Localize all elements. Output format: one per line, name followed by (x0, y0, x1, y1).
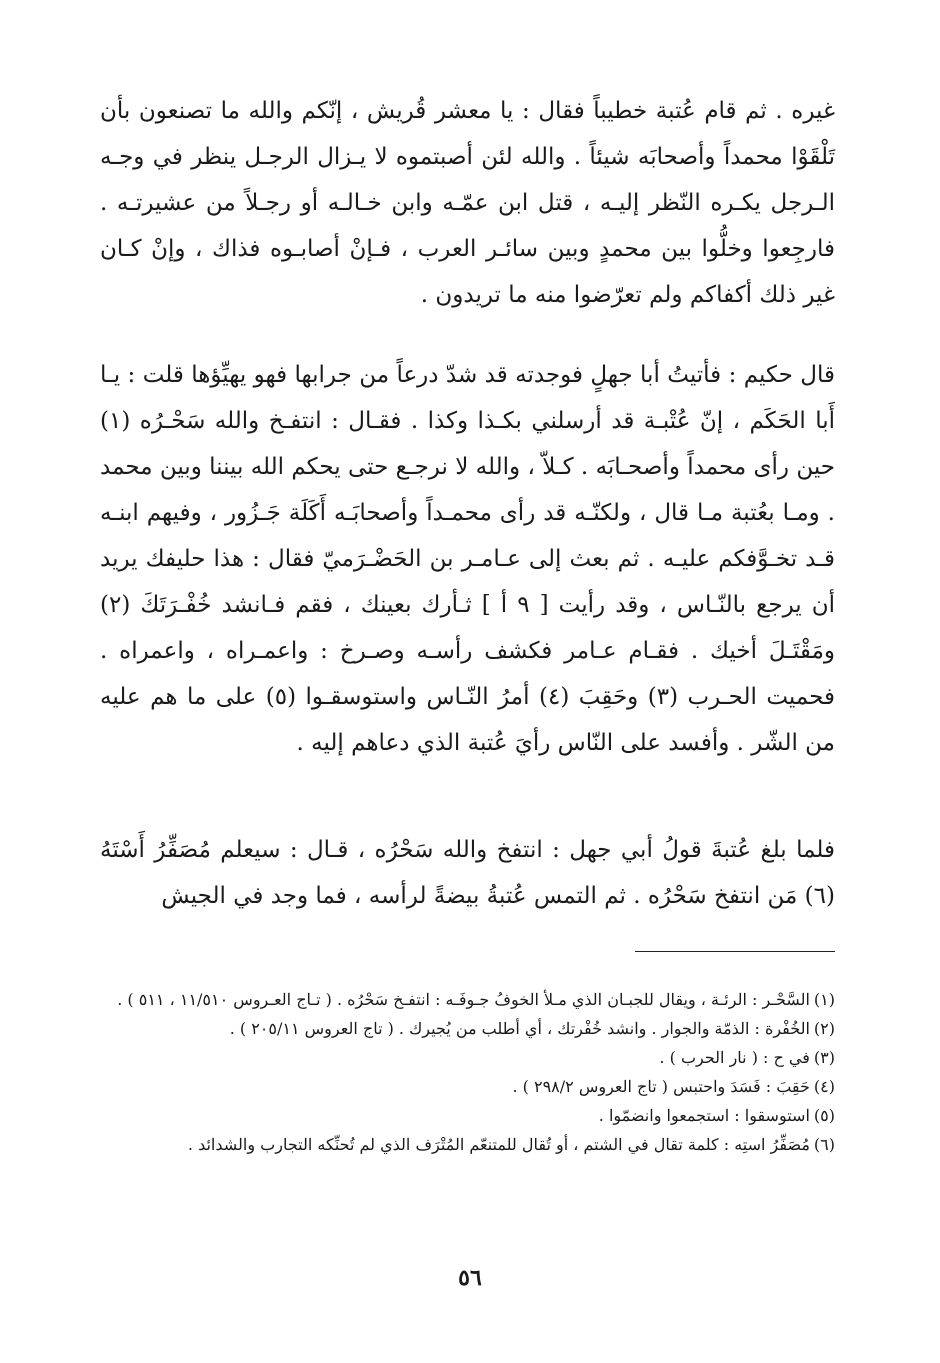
footnote-text: في ح : ( نار الحرب ) . (659, 1048, 810, 1067)
footnote-item (100, 1043, 835, 1072)
footnote-item (100, 985, 835, 1014)
footnote-text: الخُفْرة : الذمّة والجوار . وانشد خُفْرتك ، أي أطلب من يُجيرك . ( تاج العروس ٢٠٥/١١ ) . (229, 1019, 810, 1038)
main-text-block-1 (100, 88, 835, 318)
footnote-text: حَقِبَ : فَسَدَ واحتبس ( تاج العروس ٢٩٨/٢ ) . (512, 1077, 810, 1096)
footnote-text: استوسقوا : استجمعوا وانضمّوا . (598, 1106, 810, 1125)
footnote-item (100, 1130, 835, 1159)
footnote-text: مُصَفِّرُ استِه : كلمة تقال في الشتم ، أو تُقال للمتنعّم المُتْرَف الذي لم تُحنِّكه التجارب والشدائد . (187, 1135, 810, 1154)
footnote-number: (٣) (813, 1048, 835, 1067)
footnote-item (100, 1101, 835, 1130)
footnote-item (100, 1072, 835, 1101)
main-text-block-2 (100, 352, 835, 766)
footnote-item (100, 1014, 835, 1043)
page-number: ٥٦ (458, 1265, 482, 1291)
footnote-number: (١) (813, 990, 835, 1009)
footnote-number: (٤) (813, 1077, 835, 1096)
footnote-number: (٦) (813, 1135, 835, 1154)
footnotes-list (100, 985, 835, 1159)
paragraph: غيره . ثم قام عُتبة خطيباً فقال : يا معشر قُريش ، إنّكم والله ما تصنعون بأن تَلْقَوْا محمداً وأصحابَه شيئاً . والله لئن أصبتموه لا يـزال الرجـل ينظر في وجـه الـرجل يكـره النّظر إليـه ، قتل ابن عمّـه وابن خـالـه أو رجـلاً من عشيرتـه . فارجِعوا وخلُّوا بين محمدٍ وبين سائـر العرب ، فـإنْ أصابـوه فذاك ، وإنْ كـان غير ذلك أكفاكم ولم تعرّضوا منه ما تريدون . (100, 98, 835, 308)
footnote-text: السَّحْـر : الرئـة ، ويقال للجبـان الذي مـلأ الخوفُ جـوفَـه : انتفـخ سَحْرُه . ( تـاج العـروس ١١/٥١٠ ، ٥١١ ) . (117, 990, 810, 1009)
main-text-block-3 (100, 827, 835, 919)
footnote-number: (٥) (813, 1106, 835, 1125)
footnote-separator (635, 951, 835, 952)
paragraph: فلما بلغ عُتبةَ قولُ أبي جهل : انتفخ والله سَحْرُه ، قـال : سيعلم مُصَفِّرُ أَسْتَهُ (٦) مَن انتفخ سَحْرُه . ثم التمس عُتبةُ بيضةً لرأسه ، فما وجد في الجيش (100, 837, 835, 909)
paragraph: قال حكيم : فأتيتُ أبا جهلٍ فوجدته قد شدّ درعاً من جرابها فهو يهيِّؤها قلت : يـا أَبا الحَكَم ، إنّ عُتْبـة قد أرسلني بكـذا وكذا . فقـال : انتفـخ والله سَحْـرُه (١) حين رأى محمداً وأصحـابَه . كـلاّ ، والله لا نرجـع حتى يحكم الله بيننا وبين محمد . ومـا بعُتبة مـا قال ، ولكنّـه قد رأى محمـداً وأصحابَـه أَكَلَة جَـزُور ، وفيهم ابنـه قـد تخـوَّفكم عليـه . ثم بعث إلى عـامـر بن الحَضْـرَميّ فقال : هذا حليفك يريد أن يرجع بالنّـاس ، وقد رأيت [ ٩ أ ] ثـأرك بعينك ، فقم فـانشد خُفْـرَتَكَ (٢) ومَقْتَـلَ أخيك . فقـام عـامر فكشف رأسـه وصـرخ : واعمـراه ، واعمراه . فحميت الحـرب (٣) وحَقِبَ (٤) أمرُ النّـاس واستوسقـوا (٥) على ما هم عليه من الشّر . وأفسد على النّاس رأيَ عُتبة الذي دعاهم إليه . (100, 362, 835, 756)
footnote-number: (٢) (813, 1019, 835, 1038)
